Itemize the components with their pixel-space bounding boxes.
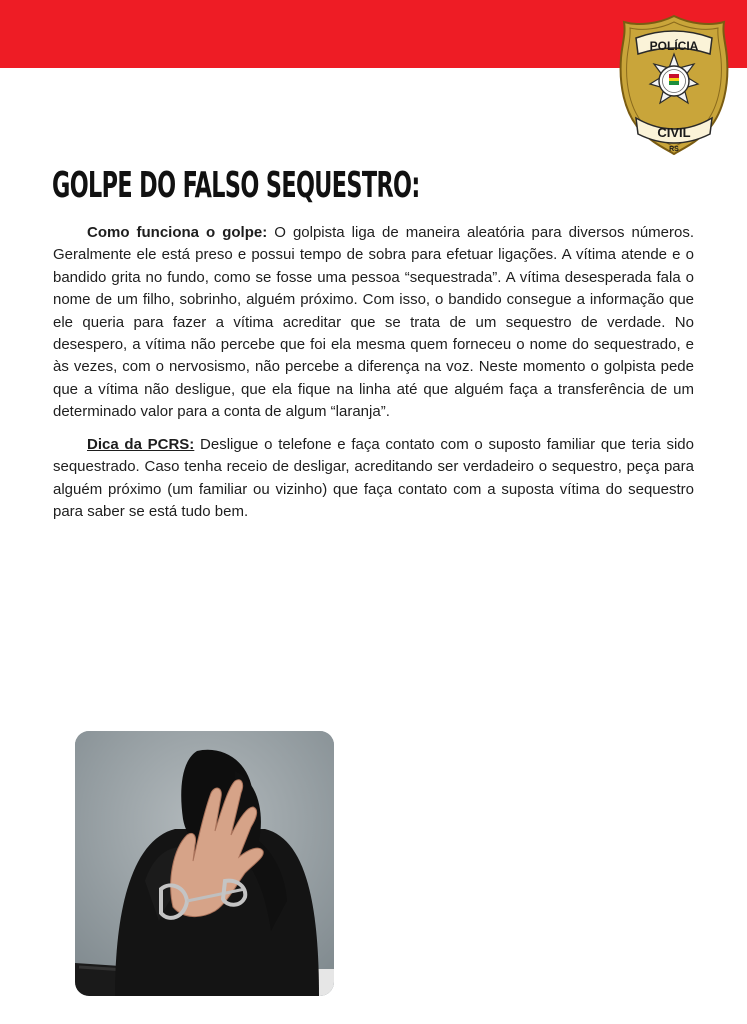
badge-text-civil: CIVIL xyxy=(657,125,691,140)
how-it-works-text: O golpista liga de maneira aleatória para diversos números. Geralmente ele está preso e possui tempo de sobra para efetuar ligações. A vítima atende e o bandido grita no fundo, como se fosse uma pessoa “sequestrada”. A vítima desesperada fala o nome de um filho, sobrinho, alguém próximo. Com isso, o bandido consegue a informação que ele queria para fazer a vítima acreditar que se trata de um sequestro de verdade. No desespero, a vítima não percebe que foi ela mesma quem forneceu o nome do sequestrado, e às vezes, com o nervosismo, não percebe a diferença na voz. Neste momento o golpista pede que a vítima não desligue, que ela fique na linha até que alguém faça a transferência de um determinado valor para a conta de algum “laranja”. xyxy=(53,224,695,421)
hooded-person-photo xyxy=(75,731,334,996)
badge-text-policia: POLÍCIA xyxy=(649,39,699,53)
page-title: GOLPE DO FALSO SEQUESTRO: xyxy=(52,165,420,206)
pcrs-tip-text: Desligue o telefone e faça contato com o suposto familiar que teria sido sequestrado. Caso tenha receio de desligar, acreditando ser verdadeiro o sequestro, peça para alguém próximo (um familiar ou vizinho) que faça contato com a suposta vítima do sequestro para saber se está tudo bem. xyxy=(53,436,694,521)
badge-text-rs: RS xyxy=(669,146,679,153)
policia-civil-badge xyxy=(618,14,730,156)
how-it-works-lead: Como funciona o golpe: xyxy=(87,224,268,241)
how-it-works-paragraph xyxy=(53,222,694,424)
pcrs-tip-paragraph xyxy=(53,434,694,524)
pcrs-tip-lead: Dica da PCRS: xyxy=(87,436,195,453)
